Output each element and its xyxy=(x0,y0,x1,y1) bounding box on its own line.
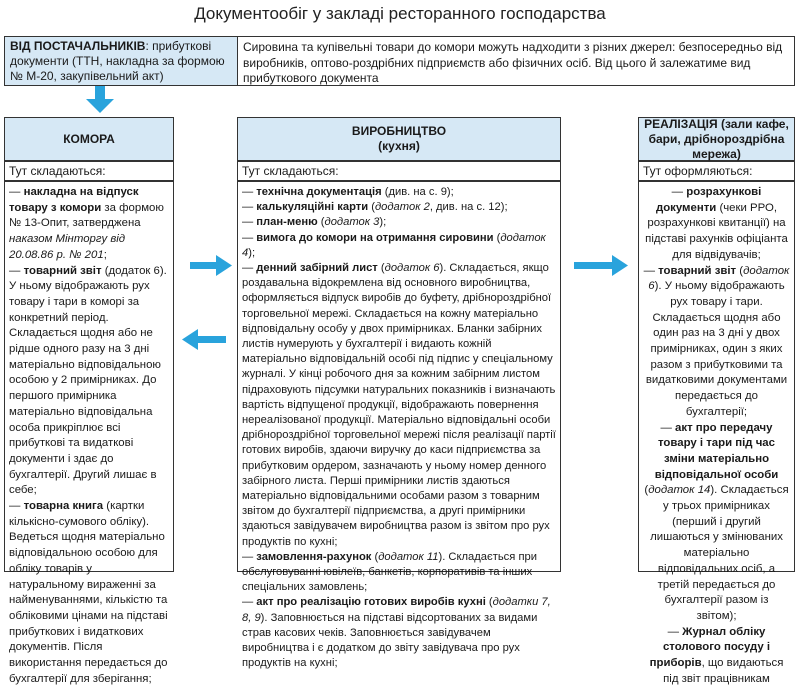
source-description-box xyxy=(237,36,795,86)
arrow-right-icon xyxy=(190,255,232,276)
vyr-item-plan-menu: — план-меню (додаток 3); xyxy=(242,216,387,229)
komora-item-book: — товарна книга (картки кількісно-сумового обліку). Ведеться щодня матеріально відповідальною особою для обліку товарів у натуральному вираженні за найменуваннями, кількістю та обліковими цінами на підставі прибуткових і видаткових документів. Після використання передається до бухгалтерії для зберігання; xyxy=(9,500,168,685)
source-documents: : прибуткові документи (ТТН, накладна за формою № М-20, закупівельний акт) xyxy=(10,39,225,83)
vyr-item-requisition: — вимога до комори на отримання сировини (додаток 4); xyxy=(242,231,546,259)
realizatsiia-title: РЕАЛІЗАЦІЯ xyxy=(644,116,718,131)
realizatsiia-subheader: Тут оформляються: xyxy=(638,161,795,181)
realizatsiia-body xyxy=(638,181,795,685)
real-item-payment-docs: — розрахункові документи (чеки РРО, розрахункові квитанції) на підставі рахунків офіціанта для відвідувачів; xyxy=(645,186,788,261)
real-item-transfer-act: — акт про передачу товару і тари під час зміни матеріально відповідальної особи (додаток 14). Складається у трьох примірниках (перший і другий лишаються у змінюваних матеріально відповідальних осіб, а третій передається до бухгалтерії разом із звітом); xyxy=(644,421,789,622)
komora-body xyxy=(4,181,174,685)
arrow-left-icon xyxy=(182,329,226,350)
page-title: Документообіг у закладі ресторанного господарства xyxy=(194,4,606,23)
komora-subheader: Тут складаються: xyxy=(4,161,174,181)
vyr-item-sales-act: — акт про реалізацію готових виробів кухні (додатки 7, 8, 9). Заповнюється на підставі відсортованих за видами страв касових чеків. Заповнюється завідувачем виробництва і є додатком до звіту завідувача про рух продуктів на кухні; xyxy=(242,596,551,670)
real-item-report: — товарний звіт (додаток 6). У ньому відображають рух товару і тари. Складається щодня або один раз на 3 дні у двох примірниках, один з яких разом з прибутковими та видатковими документами передається до бухгалтерії; xyxy=(643,264,790,418)
komora-report-description: У ньому відображають рух товару і тари в коморі за конкретний період. Складається щодня або не рідше одного разу на 3 дні матеріально відповідальною особою у 2 примірниках. До першого примірника матеріально відповідальна особа прикріплює всі прибуткові та видаткові документи і здає до бухгалтерії. Другий лишає в себе; xyxy=(9,280,161,497)
vyrobnytstvo-subtitle: (кухня) xyxy=(378,139,420,153)
realizatsiia-header xyxy=(638,117,795,161)
realizatsiia-subtitle: (зали кафе, бари, дрібнороздрібна мережа) xyxy=(648,116,789,161)
vyr-item-daily-sheet: — денний забірний лист (додаток 6). Складається, якщо роздавальна відокремлена від основного виробництва, оформляється відпуск виробів до буфету, дрібнороздрібної торговельної мережі. Складається на кожну матеріально відповідальну особу у двох примірниках. Бланки забірних листів нумерують у бухгалтерії і видають кожній матеріально відповідальній особі під підпис у спеціальному журналі. У кінці робочого дня за кожним забірним листом підраховують підсумки натуральних показників і визначають вартість відпущеної продукції, відображають повернення нереалізованої продукції. Матеріально відповідальні особи дрібнороздрібної торговельної мережі після реалізації партії готових виробів, здаючи виручку до каси підприємства за прибутковим ордером, зазначають у ньому номер денного забірного листа. Перші примірники листів здаються матеріально відповідальними особами разом з товарним звітом до бухгалтерії підприємства, а другі примірники здаються завідувачем виробництва разом із звітом про рух продуктів по кухні; xyxy=(242,262,556,548)
vyrobnytstvo-title: ВИРОБНИЦТВО xyxy=(351,124,447,138)
source-label: ВІД ПОСТАЧАЛЬНИКІВ xyxy=(10,39,146,53)
arrow-down-icon xyxy=(86,86,114,113)
vyr-item-order-invoice: — замовлення-рахунок (додаток 11). Складається при обслуговуванні ювілеїв, банкетів, корпоративів та інших спеціальних замовлень; xyxy=(242,550,537,594)
komora-item-report: — товарний звіт (додаток 6). xyxy=(9,264,167,277)
komora-header xyxy=(4,117,174,161)
komora-item-invoice: — накладна на відпуск товару з комори за формою № 13-Опит, затверджена наказом Мінторгу від 20.08.86 р. № 201; xyxy=(9,186,164,261)
source-box xyxy=(4,36,238,86)
arrow-right-icon xyxy=(574,255,628,276)
real-item-tableware-log: — Журнал обліку столового посуду і приборів, що видаються під звіт працівникам xyxy=(649,625,784,685)
vyr-item-tech-doc: — технічна документація (див. на с. 9); xyxy=(242,186,454,198)
vyrobnytstvo-header xyxy=(237,117,561,161)
komora-title: КОМОРА xyxy=(63,131,115,146)
vyrobnytstvo-body xyxy=(237,181,561,670)
source-description: Сировина та купівельні товари до комори можуть надходити з різних джерел: безпосередньо від виробників, оптово-роздрібних підприємств або фізичних осіб. Від цього й залежатиме вид прибуткового документа xyxy=(243,40,783,85)
vyrobnytstvo-subheader: Тут складаються: xyxy=(237,161,561,181)
vyr-item-calc-cards: — калькуляційні карти (додаток 2, див. на с. 12); xyxy=(242,201,508,214)
